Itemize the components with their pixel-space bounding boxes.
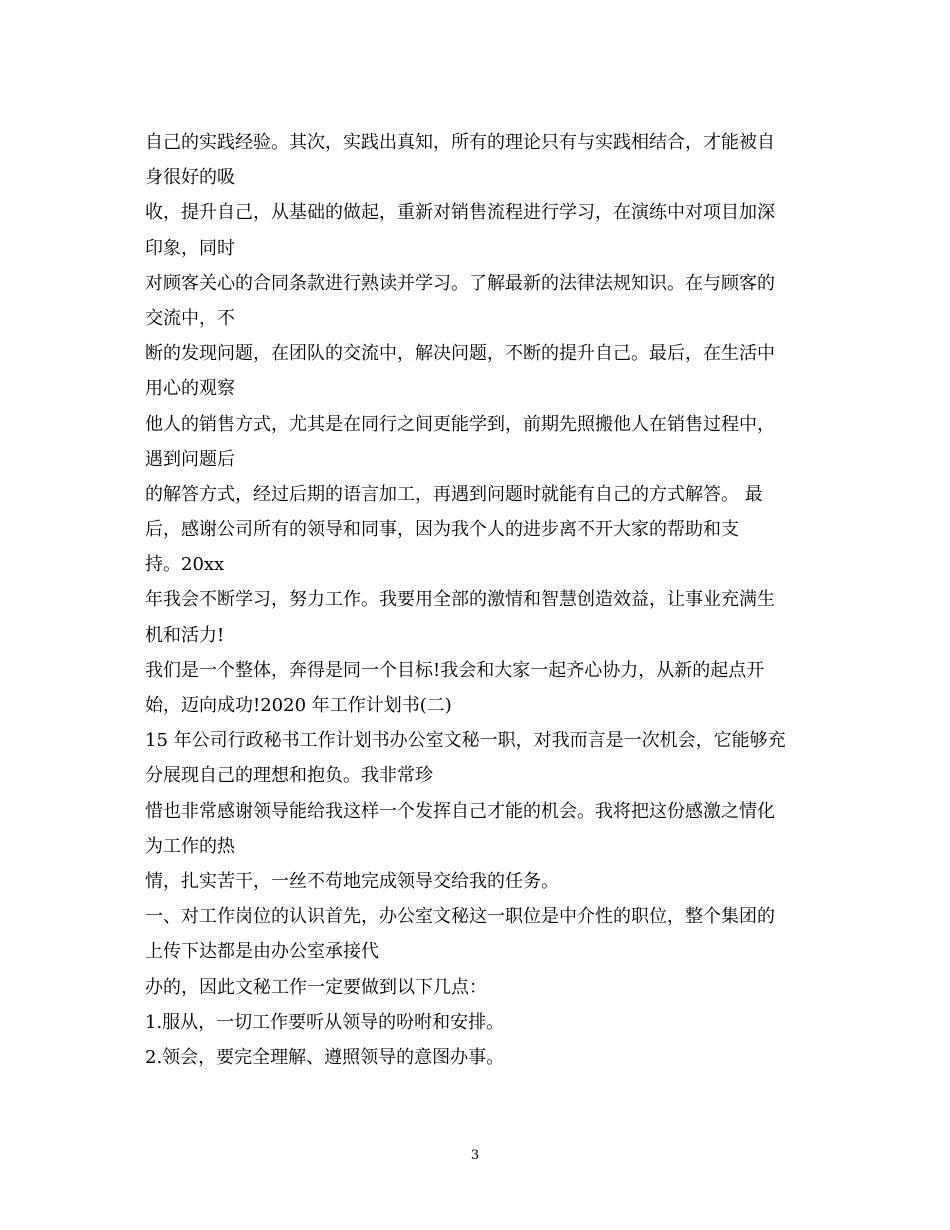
text-line: 遇到问题后 bbox=[145, 448, 235, 470]
text-line: 他人的销售方式，尤其是在同行之间更能学到，前期先照搬他人在销售过程中， bbox=[145, 413, 775, 435]
text-line: 年我会不断学习，努力工作。我要用全部的激情和智慧创造效益，让事业充满生 bbox=[145, 589, 775, 611]
text-line: 始，迈向成功!2020 年工作计划书(二) bbox=[145, 695, 452, 716]
body-text bbox=[145, 125, 805, 1075]
text-line: 后，感谢公司所有的领导和同事，因为我个人的进步离不开大家的帮助和支 bbox=[145, 519, 739, 541]
text-line: 身很好的吸 bbox=[145, 167, 235, 189]
text-line: 机和活力! bbox=[145, 624, 225, 646]
text-line: 1.服从，一切工作要听从领导的吩咐和安排。 bbox=[145, 1011, 505, 1033]
text-line: 我们是一个整体，奔得是同一个目标!我会和大家一起齐心协力，从新的起点开 bbox=[145, 659, 765, 681]
text-line: 自己的实践经验。其次，实践出真知，所有的理论只有与实践相结合，才能被自 bbox=[145, 132, 775, 153]
text-line: 用心的观察 bbox=[145, 378, 235, 400]
text-line: 对顾客关心的合同条款进行熟读并学习。了解最新的法律法规知识。在与顾客的 bbox=[145, 272, 775, 294]
text-line: 为工作的热 bbox=[145, 835, 235, 857]
page-number: 3 bbox=[470, 1148, 480, 1163]
text-line: 情，扎实苦干，一丝不苟地完成领导交给我的任务。 bbox=[145, 870, 559, 892]
text-line: 的解答方式，经过后期的语言加工，再遇到问题时就能有自己的方式解答。 最 bbox=[145, 483, 763, 505]
text-line: 上传下达都是由办公室承接代 bbox=[145, 941, 379, 963]
text-line: 持。20xx bbox=[145, 554, 225, 576]
text-line: 收，提升自己，从基础的做起，重新对销售流程进行学习，在演练中对项目加深 bbox=[145, 202, 775, 224]
text-line: 办的，因此文秘工作一定要做到以下几点： bbox=[145, 976, 487, 998]
text-line: 断的发现问题，在团队的交流中，解决问题，不断的提升自己。最后，在生活中 bbox=[145, 343, 775, 365]
text-line: 2.领会，要完全理解、遵照领导的意图办事。 bbox=[145, 1046, 505, 1068]
text-line: 惜也非常感谢领导能给我这样一个发挥自己才能的机会。我将把这份感激之情化 bbox=[145, 800, 775, 822]
text-line: 15 年公司行政秘书工作计划书办公室文秘一职，对我而言是一次机会，它能够充 bbox=[145, 730, 786, 752]
text-line: 一、对工作岗位的认识首先，办公室文秘这一职位是中介性的职位，整个集团的 bbox=[145, 906, 775, 928]
text-line: 分展现自己的理想和抱负。我非常珍 bbox=[145, 765, 433, 787]
text-line: 印象，同时 bbox=[145, 237, 235, 259]
text-line: 交流中，不 bbox=[145, 307, 235, 329]
